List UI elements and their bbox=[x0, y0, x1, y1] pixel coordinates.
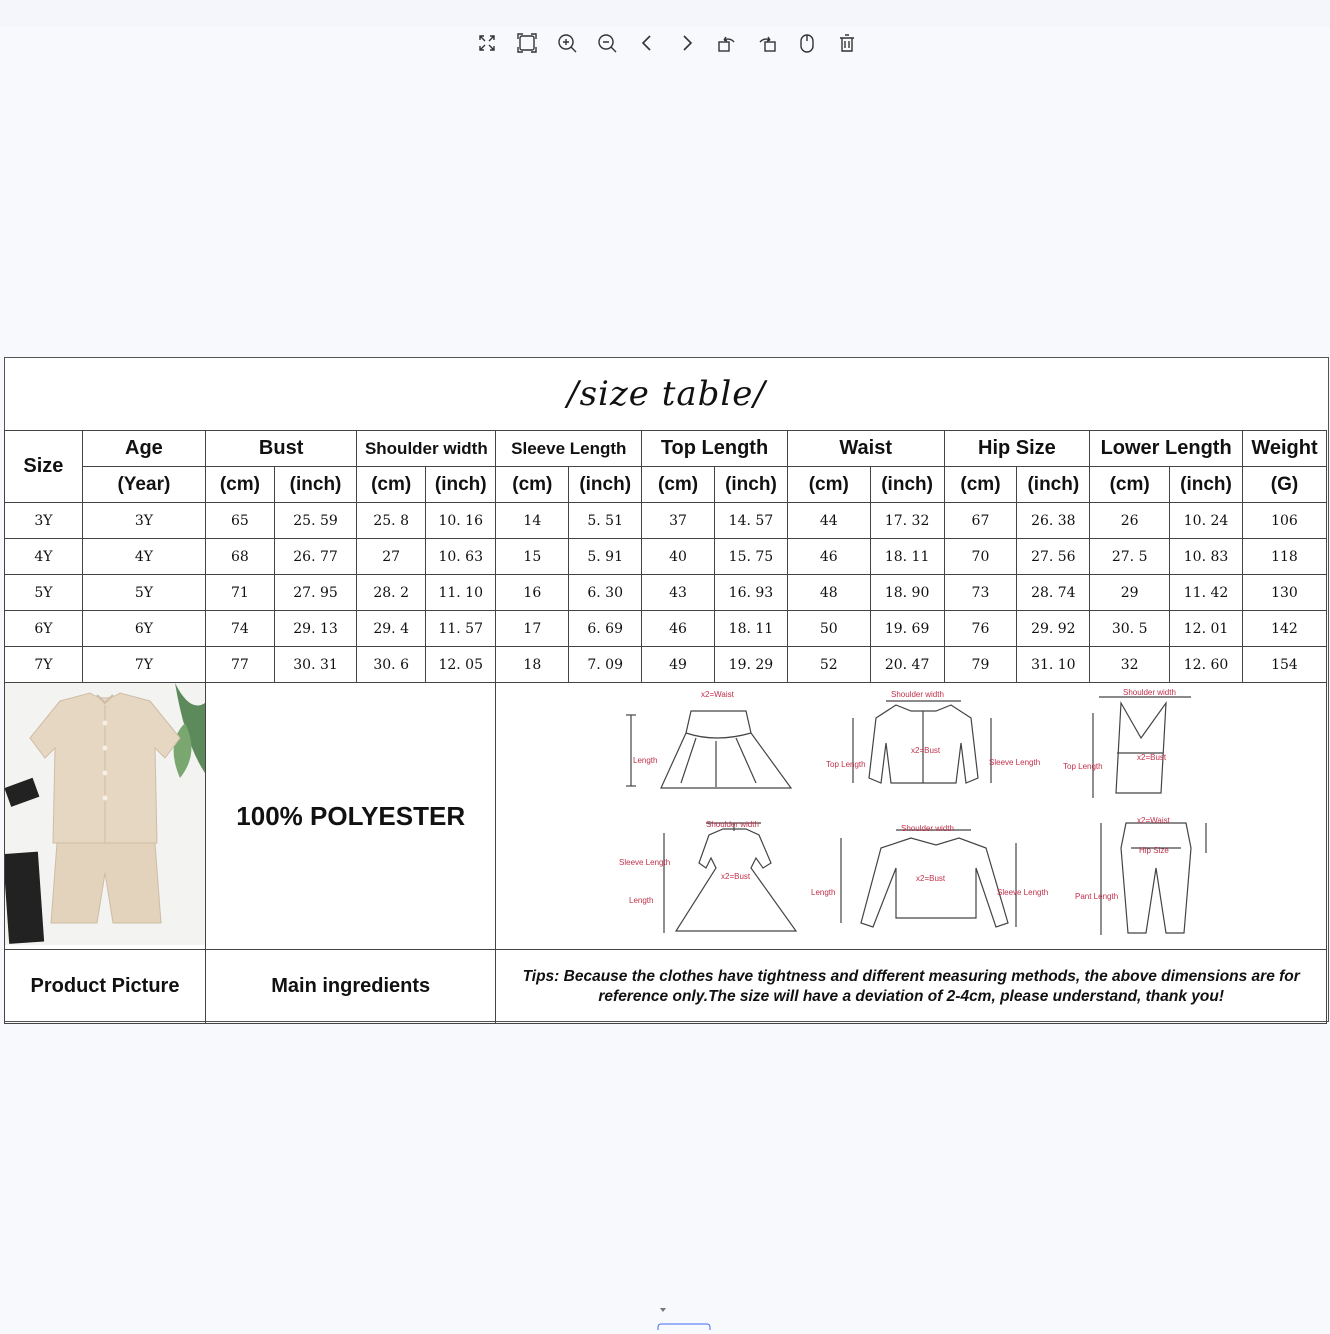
table-cell: 50 bbox=[787, 611, 870, 647]
table-cell: 28. 2 bbox=[357, 575, 426, 611]
table-cell: 15. 75 bbox=[714, 539, 787, 575]
table-cell: 10. 24 bbox=[1170, 503, 1243, 539]
table-cell: 52 bbox=[787, 647, 870, 683]
table-cell: 32 bbox=[1090, 647, 1170, 683]
subheader-cell: (Year) bbox=[82, 467, 205, 503]
header-size: Size bbox=[5, 431, 83, 503]
measurement-diagrams bbox=[496, 683, 1327, 950]
table-cell: 16. 93 bbox=[714, 575, 787, 611]
subheader-cell: (inch) bbox=[870, 467, 944, 503]
diagram-label: Sleeve Length bbox=[997, 888, 1049, 897]
subheader-cell: (cm) bbox=[787, 467, 870, 503]
table-cell: 5. 91 bbox=[569, 539, 642, 575]
title-text: /size table/ bbox=[567, 374, 766, 414]
rotate-right-icon[interactable] bbox=[756, 31, 796, 55]
table-cell: 7Y bbox=[82, 647, 205, 683]
size-table bbox=[4, 430, 1327, 1024]
size-rows bbox=[5, 503, 1327, 683]
table-cell: 31. 10 bbox=[1017, 647, 1090, 683]
table-cell: 27. 5 bbox=[1090, 539, 1170, 575]
measurement-diagram-illustration bbox=[501, 683, 1321, 945]
diagram-label: Sleeve Length bbox=[989, 758, 1041, 767]
table-cell: 43 bbox=[642, 575, 715, 611]
table-cell: 4Y bbox=[82, 539, 205, 575]
diagram-label: Sleeve Length bbox=[619, 858, 671, 867]
table-cell: 11. 10 bbox=[426, 575, 496, 611]
table-cell: 29. 13 bbox=[274, 611, 356, 647]
diagram-label: Shoulder width bbox=[891, 690, 945, 699]
table-cell: 17. 32 bbox=[870, 503, 944, 539]
table-cell: 19. 69 bbox=[870, 611, 944, 647]
table-cell: 6Y bbox=[5, 611, 83, 647]
table-cell: 65 bbox=[206, 503, 275, 539]
diagram-label: x2=Waist bbox=[701, 690, 735, 699]
table-cell: 5. 51 bbox=[569, 503, 642, 539]
header-hip: Hip Size bbox=[944, 431, 1090, 467]
product-picture-label: Product Picture bbox=[5, 950, 206, 1024]
table-cell: 49 bbox=[642, 647, 715, 683]
table-cell: 30. 31 bbox=[274, 647, 356, 683]
table-cell: 30. 5 bbox=[1090, 611, 1170, 647]
table-cell: 26. 77 bbox=[274, 539, 356, 575]
table-cell: 10. 83 bbox=[1170, 539, 1243, 575]
header-weight: Weight bbox=[1242, 431, 1326, 467]
header-lower-length: Lower Length bbox=[1090, 431, 1243, 467]
subheader-cell: (cm) bbox=[206, 467, 275, 503]
table-cell: 14. 57 bbox=[714, 503, 787, 539]
header-sleeve: Sleeve Length bbox=[496, 431, 642, 467]
subheader-cell: (G) bbox=[1242, 467, 1326, 503]
diagram-label: Shoulder width bbox=[901, 824, 955, 833]
subheader-cell: (cm) bbox=[642, 467, 715, 503]
table-cell: 4Y bbox=[5, 539, 83, 575]
diagram-label: Shoulder width bbox=[706, 820, 760, 829]
subheader-cell: (inch) bbox=[274, 467, 356, 503]
table-cell: 25. 59 bbox=[274, 503, 356, 539]
table-cell: 74 bbox=[206, 611, 275, 647]
table-cell: 29 bbox=[1090, 575, 1170, 611]
table-cell: 12. 60 bbox=[1170, 647, 1243, 683]
diagram-label: Length bbox=[633, 756, 658, 765]
table-row bbox=[5, 575, 1327, 611]
table-cell: 16 bbox=[496, 575, 569, 611]
table-cell: 79 bbox=[944, 647, 1017, 683]
table-cell: 44 bbox=[787, 503, 870, 539]
table-cell: 40 bbox=[642, 539, 715, 575]
table-cell: 48 bbox=[787, 575, 870, 611]
table-cell: 154 bbox=[1242, 647, 1326, 683]
fullscreen-icon[interactable] bbox=[476, 31, 516, 55]
table-cell: 130 bbox=[1242, 575, 1326, 611]
table-cell: 17 bbox=[496, 611, 569, 647]
diagram-label: x2=Waist bbox=[1137, 816, 1171, 825]
subheader-cell: (inch) bbox=[426, 467, 496, 503]
subheader-cell: (cm) bbox=[944, 467, 1017, 503]
table-row bbox=[5, 647, 1327, 683]
header-age: Age bbox=[82, 431, 205, 467]
main-ingredients-label: Main ingredients bbox=[206, 950, 496, 1024]
table-cell: 18. 11 bbox=[870, 539, 944, 575]
subheader-cell: (cm) bbox=[357, 467, 426, 503]
table-cell: 3Y bbox=[82, 503, 205, 539]
fit-screen-icon[interactable] bbox=[516, 31, 556, 55]
table-cell: 6. 30 bbox=[569, 575, 642, 611]
chevron-down-icon[interactable] bbox=[660, 1308, 666, 1312]
table-cell: 11. 57 bbox=[426, 611, 496, 647]
table-cell: 106 bbox=[1242, 503, 1326, 539]
subheader-cell: (inch) bbox=[569, 467, 642, 503]
subheader-cell: (inch) bbox=[1017, 467, 1090, 503]
header-bust: Bust bbox=[206, 431, 357, 467]
table-cell: 37 bbox=[642, 503, 715, 539]
diagram-label: Top Length bbox=[1063, 762, 1103, 771]
table-cell: 6Y bbox=[82, 611, 205, 647]
product-photo-illustration bbox=[5, 683, 205, 945]
delete-icon[interactable] bbox=[836, 31, 876, 55]
material-text: 100% POLYESTER bbox=[206, 683, 496, 950]
header-shoulder: Shoulder width bbox=[357, 431, 496, 467]
subheader-cell: (cm) bbox=[496, 467, 569, 503]
table-cell: 7. 09 bbox=[569, 647, 642, 683]
viewer-toolbar bbox=[476, 31, 876, 55]
table-cell: 19. 29 bbox=[714, 647, 787, 683]
table-cell: 14 bbox=[496, 503, 569, 539]
table-cell: 142 bbox=[1242, 611, 1326, 647]
diagram-label: x2=Bust bbox=[916, 874, 946, 883]
table-cell: 27 bbox=[357, 539, 426, 575]
table-cell: 20. 47 bbox=[870, 647, 944, 683]
table-cell: 26 bbox=[1090, 503, 1170, 539]
product-picture bbox=[5, 683, 206, 950]
table-cell: 15 bbox=[496, 539, 569, 575]
table-cell: 12. 01 bbox=[1170, 611, 1243, 647]
zoom-out-icon[interactable] bbox=[596, 31, 636, 55]
table-cell: 29. 4 bbox=[357, 611, 426, 647]
picture-row bbox=[5, 683, 1327, 950]
diagram-label: Pant Length bbox=[1075, 892, 1119, 901]
zoom-in-icon[interactable] bbox=[556, 31, 596, 55]
table-cell: 12. 05 bbox=[426, 647, 496, 683]
table-cell: 70 bbox=[944, 539, 1017, 575]
table-cell: 77 bbox=[206, 647, 275, 683]
header-top-length: Top Length bbox=[642, 431, 788, 467]
viewer-toolbar-bar bbox=[0, 0, 1330, 27]
diagram-label: Length bbox=[811, 888, 836, 897]
subheader-row bbox=[5, 467, 1327, 503]
previous-icon[interactable] bbox=[636, 31, 676, 55]
table-cell: 71 bbox=[206, 575, 275, 611]
table-cell: 11. 42 bbox=[1170, 575, 1243, 611]
diagram-label: x2=Bust bbox=[1137, 753, 1167, 762]
next-icon[interactable] bbox=[676, 31, 716, 55]
rotate-left-icon[interactable] bbox=[716, 31, 756, 55]
table-cell: 67 bbox=[944, 503, 1017, 539]
table-cell: 73 bbox=[944, 575, 1017, 611]
diagram-label: Length bbox=[629, 896, 654, 905]
subheader-cell: (inch) bbox=[1170, 467, 1243, 503]
header-row bbox=[5, 431, 1327, 467]
table-cell: 46 bbox=[642, 611, 715, 647]
table-cell: 18 bbox=[496, 647, 569, 683]
table-cell: 27. 56 bbox=[1017, 539, 1090, 575]
table-cell: 27. 95 bbox=[274, 575, 356, 611]
table-cell: 29. 92 bbox=[1017, 611, 1090, 647]
table-cell: 76 bbox=[944, 611, 1017, 647]
subheader-cell: (cm) bbox=[1090, 467, 1170, 503]
thumbnail-current[interactable] bbox=[658, 1324, 710, 1330]
table-cell: 10. 63 bbox=[426, 539, 496, 575]
table-row bbox=[5, 503, 1327, 539]
tips-text: Tips: Because the clothes have tightness and different measuring methods, the above dimensions are for reference only.The size will have a deviation of 2-4cm, please understand, thank you! bbox=[496, 950, 1327, 1024]
table-cell: 3Y bbox=[5, 503, 83, 539]
table-cell: 46 bbox=[787, 539, 870, 575]
table-cell: 7Y bbox=[5, 647, 83, 683]
table-cell: 10. 16 bbox=[426, 503, 496, 539]
table-row bbox=[5, 539, 1327, 575]
header-waist: Waist bbox=[787, 431, 944, 467]
table-cell: 30. 6 bbox=[357, 647, 426, 683]
table-cell: 5Y bbox=[5, 575, 83, 611]
size-chart-image bbox=[4, 357, 1329, 1022]
table-row bbox=[5, 611, 1327, 647]
table-cell: 6. 69 bbox=[569, 611, 642, 647]
table-cell: 118 bbox=[1242, 539, 1326, 575]
table-cell: 68 bbox=[206, 539, 275, 575]
table-cell: 28. 74 bbox=[1017, 575, 1090, 611]
diagram-label: Hip Size bbox=[1139, 846, 1169, 855]
thumbnail-strip bbox=[560, 1300, 760, 1330]
label-row bbox=[5, 950, 1327, 1024]
table-cell: 26. 38 bbox=[1017, 503, 1090, 539]
diagram-label: Top Length bbox=[826, 760, 866, 769]
table-cell: 18. 90 bbox=[870, 575, 944, 611]
subheader-cell: (inch) bbox=[714, 467, 787, 503]
mouse-icon[interactable] bbox=[796, 31, 836, 55]
table-cell: 25. 8 bbox=[357, 503, 426, 539]
diagram-label: Shoulder width bbox=[1123, 688, 1177, 697]
table-cell: 18. 11 bbox=[714, 611, 787, 647]
diagram-label: x2=Bust bbox=[911, 746, 941, 755]
size-table-title bbox=[5, 358, 1328, 430]
diagram-label: x2=Bust bbox=[721, 872, 751, 881]
table-cell: 5Y bbox=[82, 575, 205, 611]
